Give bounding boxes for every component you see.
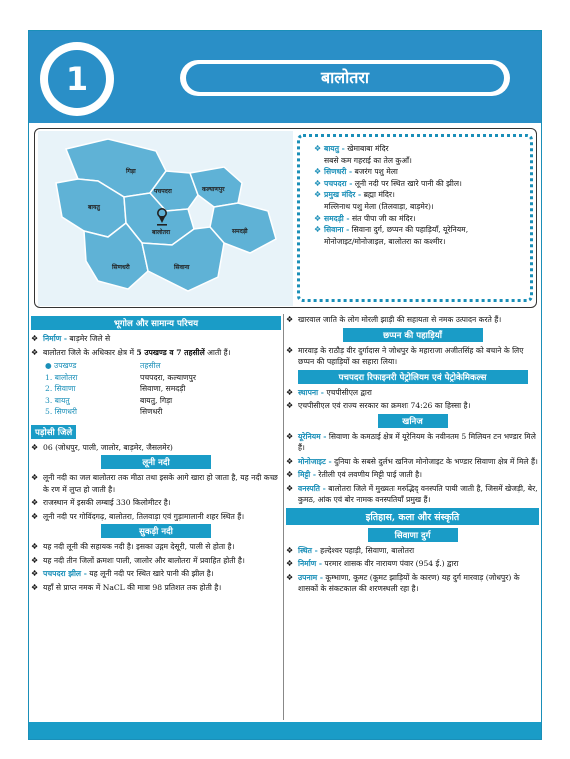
diamond-bullet-icon: ❖ (31, 442, 39, 452)
paragraph: ❖ यहाँ से प्राप्त नमक में NaCL की मात्रा 98 प्रतिशत तक होती है। (31, 582, 222, 592)
section-heading-neighbors: पड़ोसी जिले (31, 425, 76, 439)
table-row: 1. बालोतरा पचपदरा, कल्याणपुर (45, 372, 196, 382)
paragraph: ❖ राजस्थान में इसकी लम्बाई 330 किलोमीटर है। (31, 498, 171, 507)
chapter-title: बालोतरा (186, 64, 504, 92)
paragraph: ❖ 06 (जोधपुर, पाली, जालोर, बाड़मेर, जैसलमेर) (31, 442, 173, 452)
diamond-bullet-icon: ❖ (31, 555, 39, 565)
map-svg (38, 131, 293, 306)
diamond-bullet-icon: ❖ (31, 473, 39, 482)
paragraph: ❖ लूनी नदी पर गोविंदगढ़, बालोतरा, तिलवाड़ा एवं गुड़ामालानी शहर स्थित हैं। (31, 511, 245, 521)
paragraph: ❖ स्थापना - एचपीसीएल द्वारा (286, 387, 372, 397)
diamond-bullet-icon: ❖ (286, 315, 294, 324)
diamond-bullet-icon: ❖ (286, 572, 294, 582)
paragraph: ❖ मारवाड़ के राठौड़ वीर दुर्गादास ने जोधपुर के महाराजा अजीतसिंह को बचाने के लिए छप्पन की पहाड़ियों का सहारा लिया। (286, 345, 524, 366)
table-row: 5. सिणधरी सिणधरी (45, 407, 163, 416)
paragraph: ❖ निर्माण - बाड़मेर जिले से (31, 334, 111, 343)
column-divider (283, 314, 284, 720)
table-header-row: ● उपखण्ड तहसील (45, 361, 161, 370)
section-heading-siwana-fort: सिवाणा दुर्ग (368, 528, 458, 542)
map-label-sindhari: सिणधरी (112, 264, 130, 271)
paragraph: ❖ यूरेनियम - सिवाणा के कमठाई क्षेत्र में यूरेनियम के नवीनतम 5 मिलियन टन भण्डार मिले हैं। (286, 431, 536, 452)
subdivision-table (45, 360, 281, 418)
paragraph: ❖ खारवाल जाति के लोग मोरली झाड़ी की सहायता से नमक उत्पादन करते हैं। (286, 315, 502, 324)
diamond-bullet-icon: ❖ (286, 559, 294, 568)
paragraph: ❖ यह नदी तीन जिलों क्रमशः पाली, जालोर और बालोतरा में प्रवाहित होती है। (31, 555, 245, 565)
map-label-kalyanpur: कल्याणपुर (202, 186, 225, 193)
diamond-bullet-icon: ❖ (31, 542, 39, 551)
diamond-bullet-icon: ❖ (314, 178, 322, 188)
highlight-item: ❖ समदड़ी - संत पीपा जी का मंदिर। (314, 213, 416, 223)
paragraph: ❖ मोनोजाइट - दुनिया के सबसे दुर्लभ खनिज मोनोजाइट के भण्डार सिवाणा क्षेत्र में मिले हैं। (286, 456, 538, 466)
diamond-bullet-icon: ❖ (314, 190, 322, 200)
highlight-item: ❖ सिणधरी - बजरंग पशु मेला (314, 167, 398, 177)
diamond-bullet-icon: ❖ (286, 345, 294, 355)
diamond-bullet-icon: ❖ (31, 498, 39, 507)
diamond-bullet-icon: ❖ (286, 470, 294, 479)
section-heading-luni: लूनी नदी (101, 455, 211, 469)
diamond-bullet-icon: ❖ (286, 545, 294, 555)
diamond-bullet-icon: ❖ (286, 387, 294, 397)
section-heading-sukdi: सुकड़ी नदी (101, 524, 211, 538)
paragraph: ❖ निर्माण - परमार शासक वीर नारायण पंवार (954 ई.) द्वारा (286, 559, 459, 568)
diamond-bullet-icon: ❖ (31, 569, 39, 578)
paragraph: ❖ मिट्टी - रेतीली एवं लवणीय मिट्टी पाई जाती है। (286, 470, 423, 479)
diamond-bullet-icon: ❖ (286, 456, 294, 466)
map-label-siwana: सिवाना (174, 264, 190, 271)
diamond-bullet-icon: ❖ (31, 334, 39, 343)
chapter-number: 1 (48, 50, 106, 108)
highlights-box (297, 134, 533, 302)
section-heading-geography: भूगोल और सामान्य परिचय (31, 316, 281, 330)
diamond-bullet-icon: ❖ (314, 144, 322, 153)
diamond-bullet-icon: ❖ (286, 483, 294, 493)
section-heading-minerals: खनिज (378, 414, 448, 428)
highlight-item: ❖ सिवाना - सिवाना दुर्ग, छप्पन की पहाड़ियाँ, यूरेनियम, मोनोजाइट/मोनोजाइल, बालोतरा का कश्मीर। (314, 225, 469, 246)
section-heading-history: इतिहास, कला और संस्कृति (286, 508, 539, 525)
map-label-pachpadra: पचपदरा (154, 188, 172, 195)
paragraph: ❖ यह नदी लूनी की सहायक नदी है। इसका उद्गम देसूरी, पाली से होता है। (31, 542, 235, 551)
map-label-samdari: समदड़ी (232, 228, 248, 235)
diamond-bullet-icon: ❖ (314, 167, 322, 177)
paragraph: ❖ लूनी नदी का जल बालोतरा तक मीठा तथा इसके आगे खारा हो जाता है, यह नदी कच्छ के रण में लुप्त हो जाती है। (31, 473, 278, 494)
section-heading-chappan: छप्पन की पहाड़ियाँ (343, 328, 483, 342)
paragraph: ❖ बालोतरा जिले के अधिकार क्षेत्र में 5 उपखण्ड व 7 तहसीलें आती हैं। (31, 347, 231, 357)
highlight-item: ❖ प्रमुख मंदिर - ब्रह्मा मंदिर। मल्लिनाथ पशु मेला (तिलवाड़ा, बाड़मेर)। (314, 190, 434, 211)
paragraph: ❖ उपनाम - कूम्भाणा, कूमट (कूमट झाड़ियों के कारण) यह दुर्ग मारवाड़ (जोधपुर) के शासकों के संकटकाल की शरणस्थली रहा है। (286, 572, 520, 593)
table-row: 2. सिवाणा सिवाणा, समदड़ी (45, 384, 186, 393)
footer-band (29, 722, 541, 739)
highlight-item: ❖ पचपदरा - लूनी नदी पर स्थित खारे पानी की झील। (314, 178, 462, 188)
left-column (31, 314, 281, 595)
paragraph: ❖ पचपदरा झील - यह लूनी नदी पर स्थित खारे पानी की झील है। (31, 569, 214, 578)
diamond-bullet-icon: ❖ (286, 401, 294, 410)
diamond-bullet-icon: ❖ (31, 511, 39, 521)
paragraph: ❖ वनस्पति - बालोतरा जिले में मुख्यतः मरुद्भिद् वनस्पति पायी जाती है, जिसमें खेजड़ी, बेर, कुमठ, आंक एवं बोर नामक वनस्पतियाँ प्रमुख हैं। (286, 483, 538, 504)
paragraph: ❖ स्थित - हल्देश्वर पहाड़ी, सिवाणा, बालोतरा (286, 545, 415, 555)
highlight-item: ❖ बायतु - खेमाबाबा मंदिर सबसे कम गहराई का तेल कुआँ। (314, 144, 412, 165)
map-label-baytu: बायतु (88, 204, 100, 211)
diamond-bullet-icon: ❖ (286, 431, 294, 441)
table-row: 3. बायतु बायतु, गिड़ा (45, 395, 173, 405)
map-label-gida: गिड़ा (126, 168, 136, 175)
diamond-bullet-icon: ❖ (31, 347, 39, 357)
district-map (38, 131, 293, 306)
diamond-bullet-icon: ❖ (31, 582, 39, 592)
diamond-bullet-icon: ❖ (314, 225, 322, 235)
right-column (286, 314, 539, 597)
map-label-balotra: बालोतरा (152, 229, 171, 236)
diamond-bullet-icon: ❖ (314, 213, 322, 223)
paragraph: ❖ एचपीसीएल एवं राज्य सरकार का क्रमशः 74:26 का हिस्सा है। (286, 401, 471, 410)
section-heading-refinery: पचपदरा रिफाइनरी पेट्रोलियम एवं पेट्रोकेमिकल्स (298, 370, 528, 384)
